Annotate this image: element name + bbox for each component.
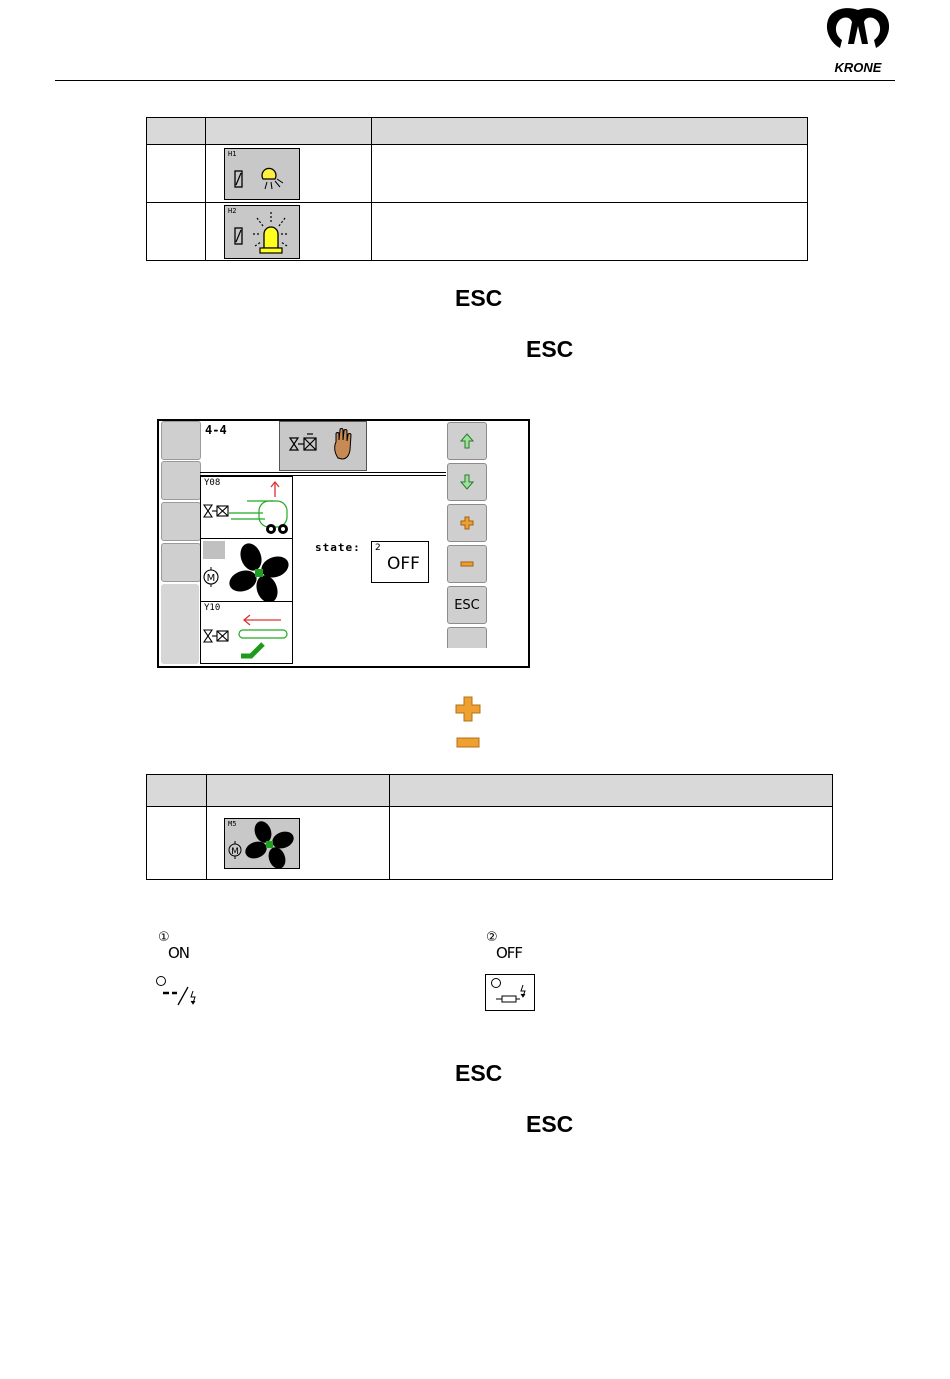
state-off-label: OFF bbox=[496, 944, 523, 962]
table-row bbox=[147, 145, 808, 203]
svg-text:KRONE: KRONE bbox=[834, 60, 882, 75]
state-value: OFF bbox=[387, 554, 420, 574]
valve-tile-y10[interactable] bbox=[200, 601, 293, 664]
left-softkey-area bbox=[161, 584, 199, 664]
table-header-cell bbox=[390, 775, 833, 807]
plus-key-icon bbox=[455, 696, 481, 722]
table-header-cell bbox=[207, 775, 390, 807]
table-header-cell bbox=[147, 775, 207, 807]
row-description bbox=[390, 807, 833, 880]
krone-logo bbox=[818, 4, 898, 76]
screen-number: 4-4 bbox=[205, 423, 227, 437]
row-number bbox=[147, 807, 207, 880]
fan-icon bbox=[224, 818, 300, 869]
table-header-cell bbox=[147, 118, 206, 145]
table-row bbox=[147, 807, 833, 880]
separator bbox=[200, 472, 446, 473]
terminal-screen bbox=[157, 419, 530, 668]
state-index: 2 bbox=[375, 543, 381, 553]
short-circuit-icon bbox=[485, 974, 535, 1011]
table-header-cell bbox=[206, 118, 372, 145]
cable-break-icon bbox=[155, 975, 203, 1009]
minus-icon bbox=[460, 561, 474, 567]
esc-button[interactable]: ESC bbox=[447, 586, 487, 624]
table-row bbox=[147, 203, 808, 261]
state-off-index: ② bbox=[486, 930, 498, 945]
left-softkey[interactable] bbox=[161, 543, 201, 582]
lights-table bbox=[146, 117, 808, 261]
esc-key-label: ESC bbox=[526, 336, 574, 362]
state-label: state: bbox=[315, 541, 361, 554]
valve-label: Y10 bbox=[204, 603, 221, 613]
plus-button[interactable] bbox=[447, 504, 487, 542]
svg-text:M: M bbox=[231, 846, 239, 857]
valve-tile-y08[interactable] bbox=[200, 476, 293, 539]
esc-key-label: ESC bbox=[526, 1111, 574, 1137]
state-on-symbol bbox=[158, 930, 218, 964]
work-light-icon bbox=[224, 148, 300, 200]
minus-button[interactable] bbox=[447, 545, 487, 583]
left-softkey[interactable] bbox=[161, 461, 201, 500]
state-field[interactable] bbox=[371, 541, 429, 583]
esc-key-label: ESC bbox=[455, 1060, 503, 1086]
fan-tile[interactable] bbox=[200, 538, 293, 602]
row-description bbox=[372, 203, 808, 261]
fan-table bbox=[146, 774, 833, 880]
icon-tag: M5 bbox=[228, 819, 237, 828]
plus-icon bbox=[460, 516, 474, 530]
header-rule bbox=[55, 80, 895, 81]
state-on-index: ① bbox=[158, 930, 170, 945]
row-number bbox=[147, 203, 206, 261]
left-softkey[interactable] bbox=[161, 502, 201, 541]
inactive-indicator bbox=[203, 541, 225, 559]
up-arrow-icon bbox=[460, 433, 474, 449]
manual-valve-header-icon bbox=[279, 421, 367, 471]
valve-label: Y08 bbox=[204, 478, 221, 488]
svg-text:M: M bbox=[206, 573, 216, 584]
esc-key-label: ESC bbox=[455, 285, 503, 311]
minus-key-icon bbox=[456, 737, 480, 748]
state-on-label: ON bbox=[168, 944, 190, 962]
down-arrow-button[interactable] bbox=[447, 463, 487, 501]
table-header-cell bbox=[372, 118, 808, 145]
row-description bbox=[372, 145, 808, 203]
state-off-symbol bbox=[486, 930, 546, 964]
blank-softkey[interactable] bbox=[447, 627, 487, 648]
icon-tag: H1 bbox=[228, 149, 237, 158]
left-softkey[interactable] bbox=[161, 421, 201, 460]
down-arrow-icon bbox=[460, 474, 474, 490]
icon-tag: H2 bbox=[228, 206, 237, 215]
up-arrow-button[interactable] bbox=[447, 422, 487, 460]
beacon-light-icon bbox=[224, 205, 300, 259]
row-number bbox=[147, 145, 206, 203]
